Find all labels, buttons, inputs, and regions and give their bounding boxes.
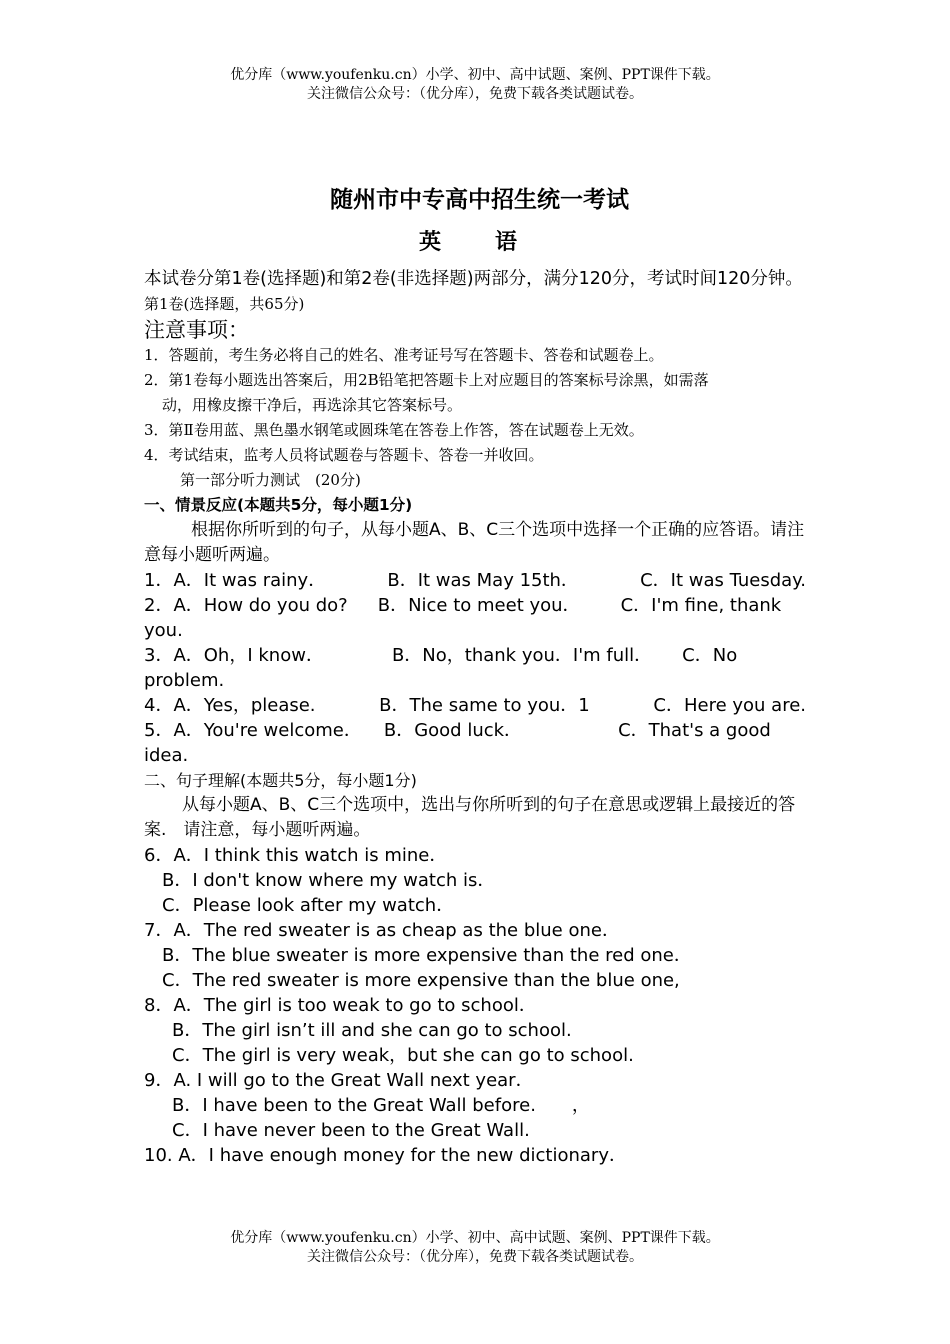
header-line-2: 关注微信公众号：（优分库），免费下载各类试题试卷。 xyxy=(307,86,643,102)
question-8 xyxy=(144,993,806,1068)
question-3 xyxy=(144,643,806,693)
volume-1-label: 第1卷(选择题，共65分) xyxy=(144,295,305,313)
option-a: 5．A．You're welcome． xyxy=(144,720,362,741)
exam-title: 随州市中专高中招生统一考试 xyxy=(330,187,629,213)
header-line-1: 优分库（www.youfenku.cn）小学、初中、高中试题、案例、PPT课件下载。 xyxy=(230,67,720,83)
question-9 xyxy=(144,1068,806,1143)
question-1 xyxy=(144,568,806,593)
option-a: 8．A．The girl is too weak to go to school． xyxy=(144,995,537,1016)
option-b: B．I don't know where my watch is． xyxy=(162,870,496,891)
option-c: C．The red sweater is more expensive than the blue one, xyxy=(162,970,680,991)
question-6 xyxy=(144,843,806,918)
page-footer xyxy=(0,1229,950,1267)
option-b: B．The blue sweater is more expensive than the red one． xyxy=(162,945,692,966)
option-b: B．No，thank you．I'm full． xyxy=(391,645,653,666)
option-a: 3．A．Oh，I know． xyxy=(144,645,324,666)
footer-line-2: 关注微信公众号：（优分库），免费下载各类试题试卷。 xyxy=(307,1249,643,1265)
question-4 xyxy=(144,693,806,718)
option-c: C．The girl is very weak，but she can go to school. xyxy=(172,1045,634,1066)
question-7 xyxy=(144,918,806,993)
section-1-instruction: 根据你所听到的句子，从每小题A、B、C三个选项中选择一个正确的应答语。请注意每小题听两遍。 xyxy=(144,520,805,565)
notice-heading: 注意事项： xyxy=(144,318,249,342)
option-a: 9．A. I will go to the Great Wall next year． xyxy=(144,1070,534,1091)
option-b: B．The same to you．1 xyxy=(379,695,590,716)
option-a: 10. A．I have enough money for the new dictionary． xyxy=(144,1145,627,1166)
section-2-heading: 二、句子理解(本题共5分，每小题1分) xyxy=(144,771,417,790)
section-1-heading: 一、情景反应(本题共5分，每小题1分) xyxy=(144,496,413,514)
question-5 xyxy=(144,718,806,768)
option-b: B．I have been to the Great Wall before. ， xyxy=(172,1095,590,1116)
option-c: C．Here you are. xyxy=(653,695,806,716)
option-c: C．That's a good idea. xyxy=(144,720,771,766)
part-1-heading: 第一部分听力测试 (20分) xyxy=(180,471,361,489)
option-c: C．No problem. xyxy=(144,645,738,691)
option-b: B．Nice to meet you． xyxy=(377,595,581,616)
option-c: C．I'm fine, thank you. xyxy=(144,595,782,641)
option-a: 6．A．I think this watch is mine． xyxy=(144,845,448,866)
notice-item: 1．答题前，考生务必将自己的姓名、准考证号写在答题卡、答卷和试题卷上。 xyxy=(144,346,664,364)
option-b: B．The girl isn’t ill and she can go to school. xyxy=(172,1020,572,1041)
notice-item: 3．第Ⅱ卷用蓝、黑色墨水钢笔或圆珠笔在答卷上作答，答在试题卷上无效。 xyxy=(144,421,644,439)
exam-intro: 本试卷分第1卷(选择题)和第2卷(非选择题)两部分，满分120分，考试时间120分钟。 xyxy=(144,269,803,289)
option-b: B．Good luck． xyxy=(383,720,523,741)
option-a: 2．A．How do you do? xyxy=(144,595,348,616)
exam-subject: 英语 xyxy=(418,230,571,255)
notice-item: 动，用橡皮擦干净后，再选涂其它答案标号。 xyxy=(162,396,463,414)
footer-line-1: 优分库（www.youfenku.cn）小学、初中、高中试题、案例、PPT课件下载。 xyxy=(230,1230,720,1246)
option-c: C．I have never been to the Great Wall. xyxy=(172,1120,530,1141)
section-2-instruction: 从每小题A、B、C三个选项中，选出与你所听到的句子在意思或逻辑上最接近的答案. 请注意，每小题听两遍。 xyxy=(144,795,796,840)
option-c: C．Please look after my watch． xyxy=(162,895,455,916)
option-a: 1．A．It was rainy． xyxy=(144,570,327,591)
option-c: C．It was Tuesday. xyxy=(640,570,806,591)
notice-item: 2．第1卷每小题选出答案后，用2B铅笔把答题卡上对应题目的答案标号涂黑，如需落 xyxy=(144,371,709,389)
question-10 xyxy=(144,1143,806,1168)
question-2 xyxy=(144,593,806,643)
notice-item: 4．考试结束，监考人员将试题卷与答题卡、答卷一并收回。 xyxy=(144,446,544,464)
option-a: 7．A．The red sweater is as cheap as the blue one． xyxy=(144,920,620,941)
exam-content xyxy=(144,180,806,1168)
page-header xyxy=(0,66,950,104)
option-a: 4．A．Yes，please. xyxy=(144,695,316,716)
option-b: B．It was May 15th． xyxy=(387,570,579,591)
